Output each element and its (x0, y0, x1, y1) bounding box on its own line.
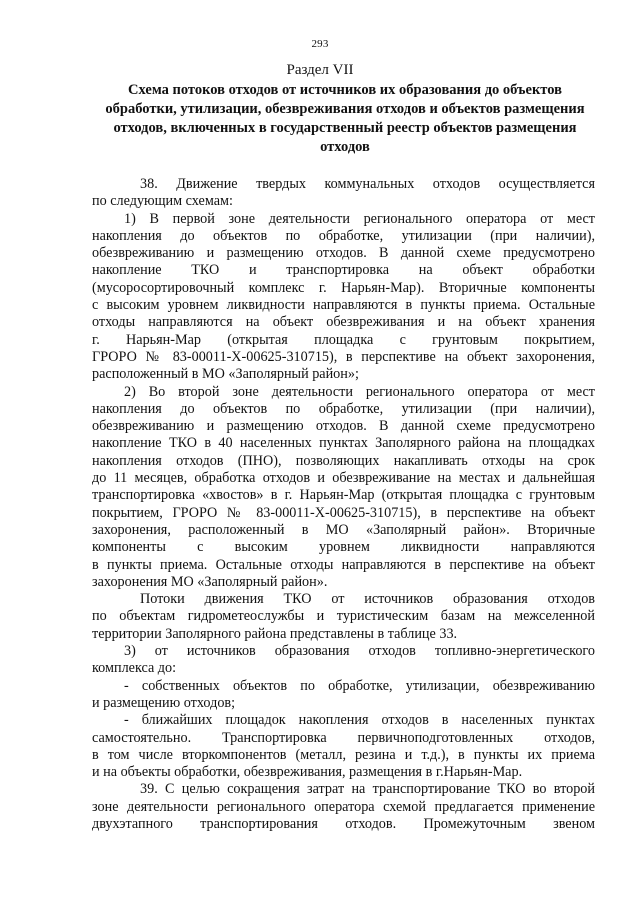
text-line: и размещению отходов; (92, 694, 236, 711)
text-line: самостоятельно. Транспортировка первичноподготовленных отходов, (92, 729, 595, 746)
text-line: 3) от источников образования отходов топливно-энергетического (124, 643, 595, 660)
text-line: по объектам гидрометеослужбы и туристическим базам на межселенной (92, 608, 595, 625)
text-line: г. Нарьян-Мар (открытая площадка с грунтовым покрытием, (92, 331, 595, 348)
text-line: 2) Во второй зоне деятельности регионального оператора от мест (124, 383, 595, 400)
text-line: до 11 месяцев, обработка отходов и обезвреживание на местах и дальнейшая (92, 470, 595, 487)
text-line: расположенный в МО «Заполярный район»; (92, 366, 359, 383)
text-line: - собственных объектов по обработке, утилизации, обезвреживанию (124, 677, 595, 694)
text-line: - ближайших площадок накопления отходов в населенных пунктах (124, 712, 595, 729)
section-label: Раздел VII (286, 62, 354, 78)
text-line: (мусоросортировочный комплекс г. Нарьян-Мар). Вторичные компоненты (92, 279, 595, 296)
text-line: в пункты приема. Остальные отходы направляются в перспективе на объект (92, 556, 595, 573)
heading-line: отходов (320, 139, 370, 155)
text-line: транспортировка «хвостов» в г. Нарьян-Мар (открытая площадка с грунтовым (92, 487, 595, 504)
page-number: 293 (311, 38, 329, 50)
text-line: двухэтапного транспортирования отходов. Промежуточным звеном (92, 815, 595, 832)
heading-line: отходов, включенных в государственный реестр объектов размещения (113, 120, 577, 136)
text-line: комплекса до: (92, 660, 177, 677)
text-line: и на объекты обработки, обезвреживания, размещения в г.Нарьян-Мар. (92, 764, 523, 781)
text-line: обезвреживанию и размещению отходов. В данной схеме предусмотрено (92, 245, 595, 262)
text-line: компоненты с высоким уровнем ликвидности направляются (92, 539, 595, 556)
text-line: в том числе вторкомпонентов (металл, резина и т.д.), в пункты их приема (92, 746, 595, 763)
text-line: территории Заполярного района представлены в таблице 33. (92, 625, 458, 642)
text-line: накопления до объектов по обработке, утилизации (при наличии), (92, 400, 595, 417)
text-line: 1) В первой зоне деятельности регионального оператора от мест (124, 210, 595, 227)
section-heading (95, 81, 595, 157)
text-line: накопление ТКО и транспортировка на объект обработки (92, 262, 595, 279)
text-line: покрытием, ГРОРО № 83-00011-Х-00625-310715), в перспективе на объект (92, 504, 595, 521)
text-line: накопления отходов (ПНО), позволяющих накапливать отходы на срок (92, 452, 595, 469)
text-line: захоронения МО «Заполярный район». (92, 573, 328, 590)
text-line: Потоки движения ТКО от источников образования отходов (140, 591, 595, 608)
text-line: с высоким уровнем ликвидности направляются в пункты приема. Остальные (92, 297, 595, 314)
text-line: захоронения, расположенный в МО «Заполярный район». Вторичные (92, 521, 595, 538)
body-text (92, 176, 595, 833)
text-line: обезвреживанию и размещению отходов. В данной схеме предусмотрено (92, 418, 595, 435)
text-line: ГРОРО № 83-00011-Х-00625-310715), в перспективе на объект захоронения, (92, 348, 595, 365)
text-line: зоне деятельности регионального оператора схемой предлагается применение (92, 798, 595, 815)
text-line: по следующим схемам: (92, 193, 233, 210)
text-line: накопления до объектов по обработке, утилизации (при наличии), (92, 227, 595, 244)
text-line: 38. Движение твердых коммунальных отходов осуществляется (140, 176, 595, 192)
text-line: отходы направляются на объект обезвреживания и на объект хранения (92, 314, 595, 331)
text-line: накопление ТКО в 40 населенных пунктах Заполярного района на площадках (92, 435, 595, 452)
text-line: 39. С целью сокращения затрат на транспортирование ТКО во второй (140, 781, 595, 798)
heading-line: обработки, утилизации, обезвреживания отходов и объектов размещения (105, 101, 585, 117)
heading-line: Схема потоков отходов от источников их образования до объектов (128, 82, 562, 98)
